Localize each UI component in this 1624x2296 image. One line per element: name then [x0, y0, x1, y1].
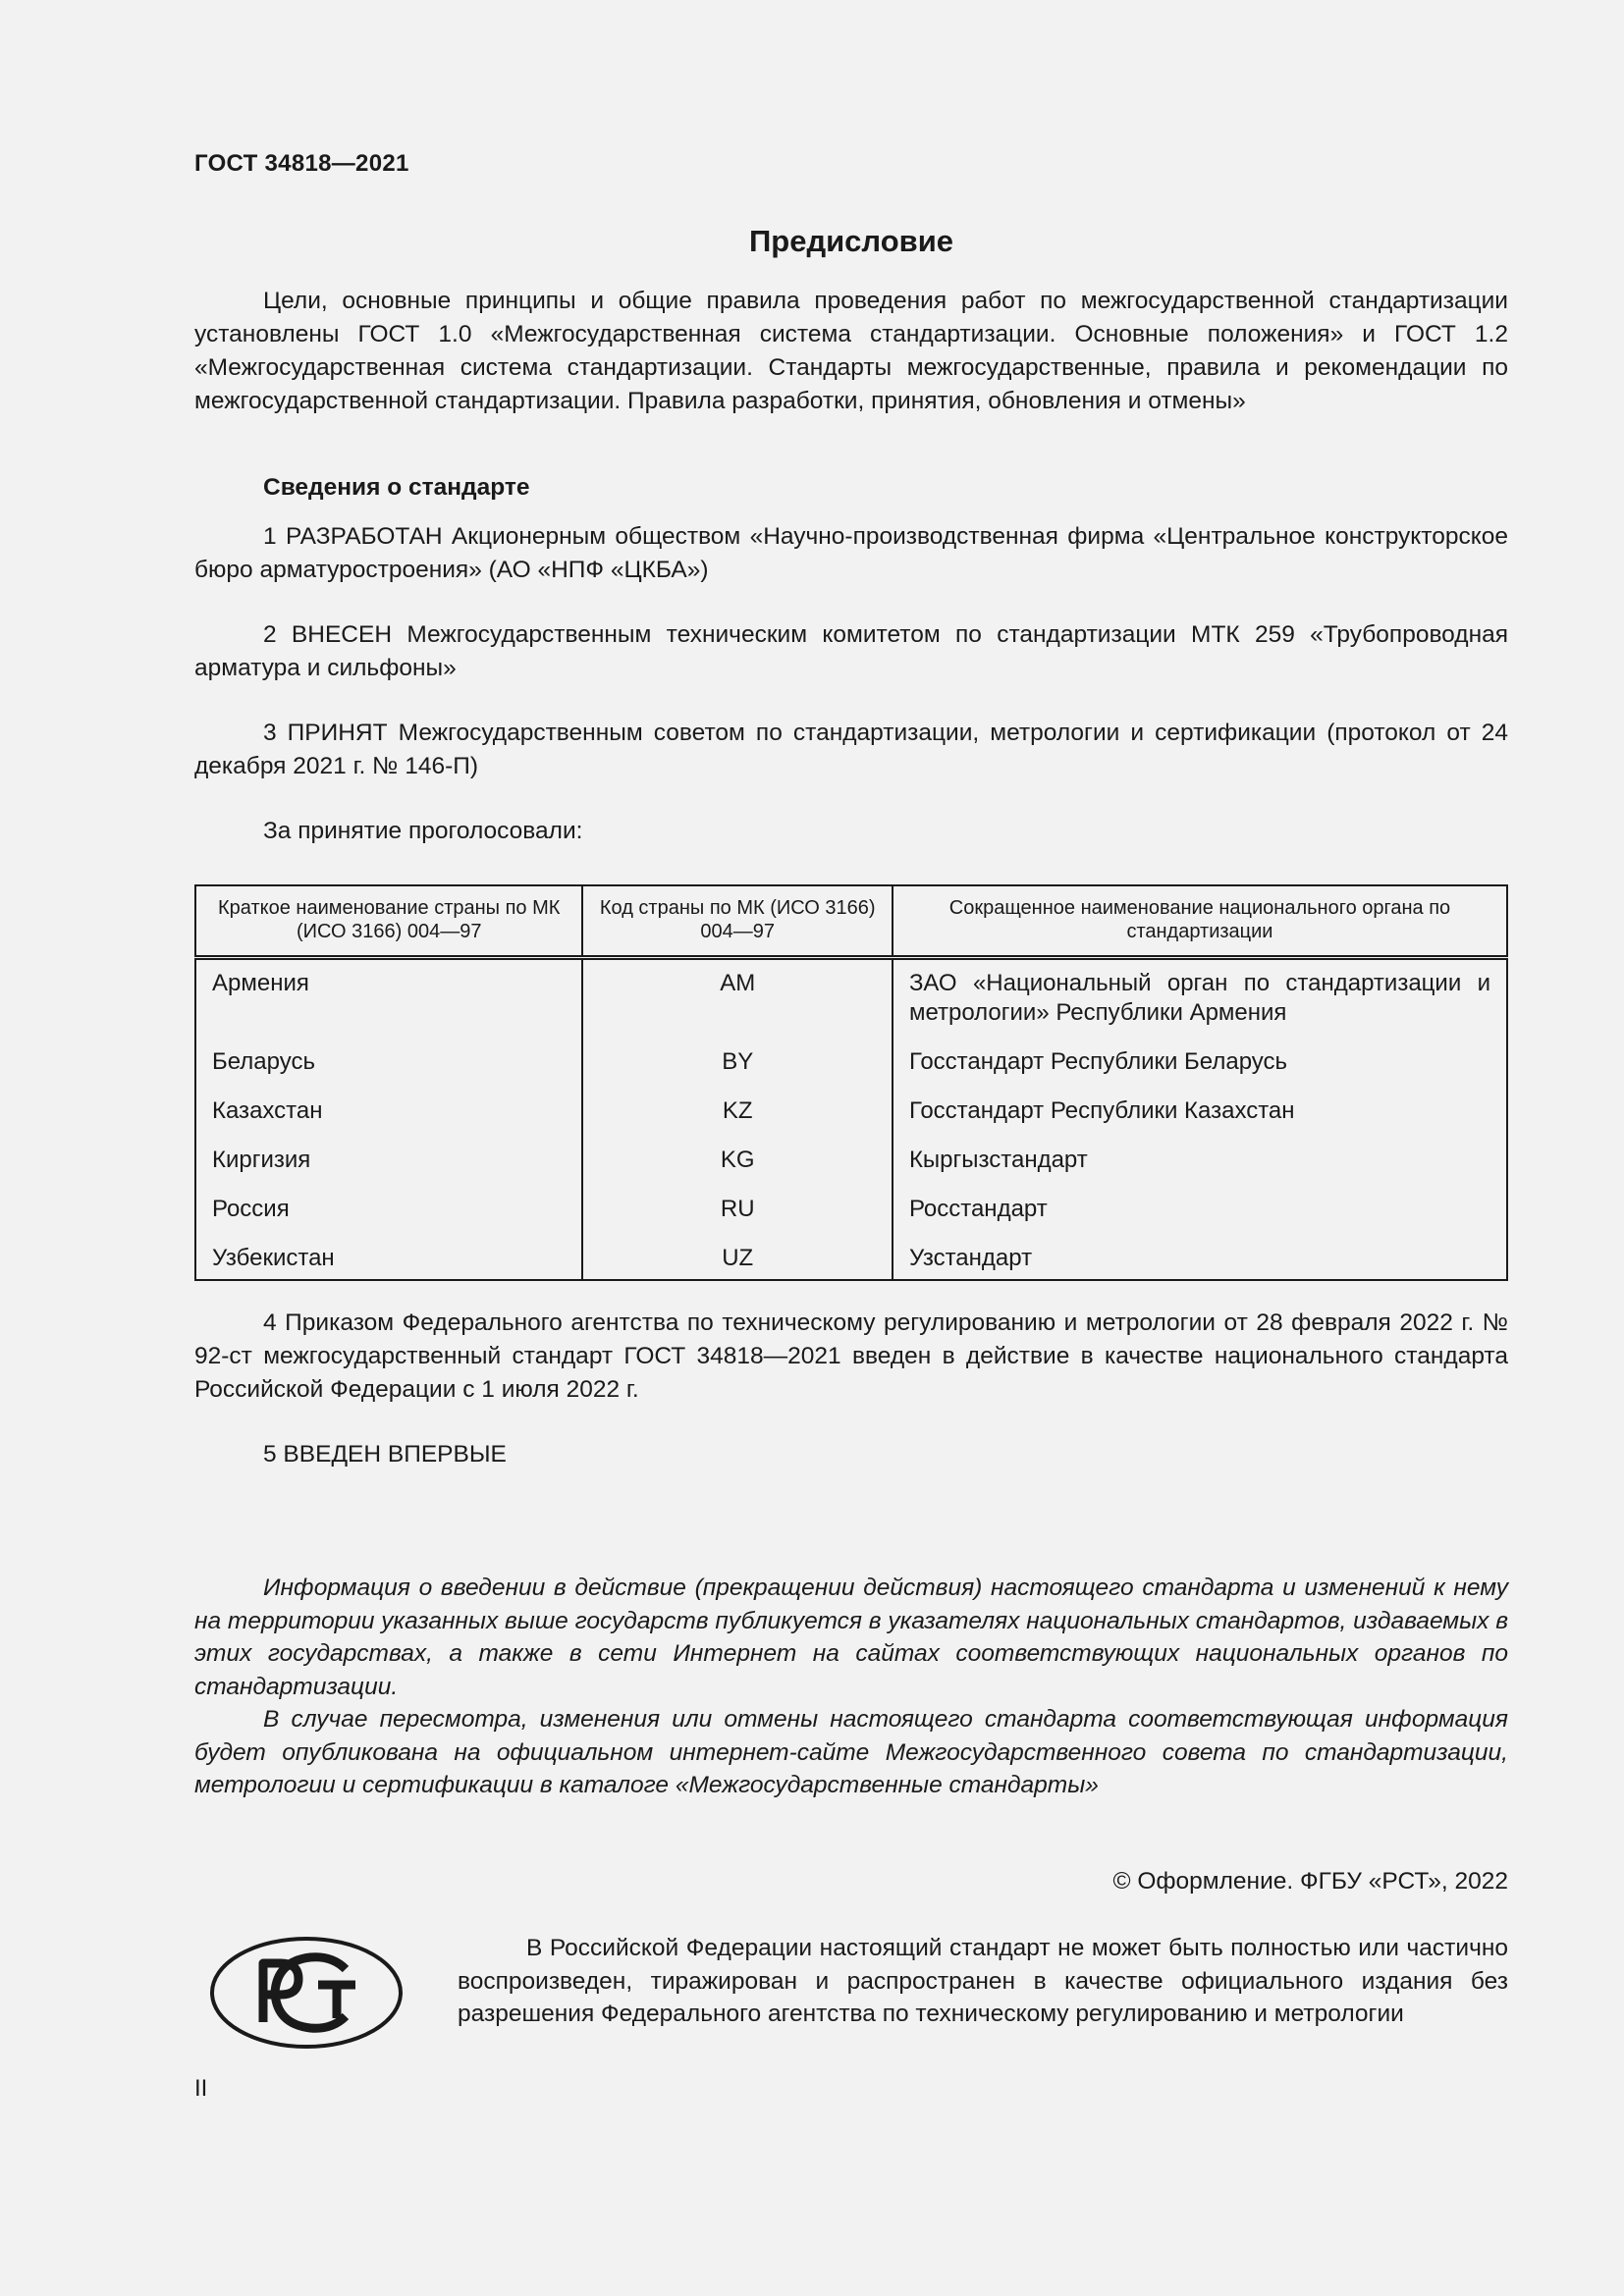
col-header-body: Сокращенное наименование национального органа по стандартизации	[893, 885, 1507, 958]
cell-code: RU	[582, 1175, 892, 1224]
item-first-introduced: 5 ВВЕДЕН ВПЕРВЫЕ	[263, 1441, 507, 1468]
col-header-code: Код страны по МК (ИСО 3166) 004—97	[582, 885, 892, 958]
cell-body: Кыргызстандарт	[893, 1126, 1507, 1175]
rst-logo-icon	[208, 1934, 405, 2052]
cell-code: UZ	[582, 1224, 892, 1280]
notice-paragraph-1: Информация о введении в действие (прекращении действия) настоящего стандарта и изменений к нему на территории указанных выше государств публикуется в указателях национальных стандартов, издаваемых в этих государствах, а также в сети Интернет на сайтах соответствующих национальных органов по стандартизации.	[194, 1575, 1508, 1700]
table-row	[195, 1126, 1507, 1175]
voted-label: За принятие проголосовали:	[263, 818, 583, 844]
cell-code: AM	[582, 958, 892, 1029]
cell-body: Госстандарт Республики Беларусь	[893, 1028, 1507, 1077]
table-row	[195, 1077, 1507, 1126]
notice-paragraph-2: В случае пересмотра, изменения или отмены настоящего стандарта соответствующая информация будет опубликована на официальном интернет-сайте Межгосударственного совета по стандартизации, метрологии и сертификации в каталоге «Межгосударственные стандарты»	[194, 1706, 1508, 1798]
table-row	[195, 958, 1507, 1029]
cell-country: Россия	[195, 1175, 582, 1224]
item-order: 4 Приказом Федерального агентства по техническому регулированию и метрологии от 28 февраля 2022 г. № 92-ст межгосударственный стандарт ГОСТ 34818—2021 введен в действие в качестве национального стандарта Российской Федерации с 1 июля 2022 г.	[194, 1309, 1508, 1403]
rf-reproduction-notice: В Российской Федерации настоящий стандарт не может быть полностью или частично воспроизведен, тиражирован и распространен в качестве официального издания без разрешения Федерального агентства по техническому регулированию и метрологии	[458, 1935, 1508, 2027]
intro-paragraph: Цели, основные принципы и общие правила проведения работ по межгосударственной стандартизации установлены ГОСТ 1.0 «Межгосударственная система стандартизации. Основные положения» и ГОСТ 1.2 «Межгосударственная система стандартизации. Стандарты межгосударственные, правила и рекомендации по межгосударственной стандартизации. Правила разработки, принятия, обновления и отмены»	[194, 288, 1508, 414]
cell-country: Киргизия	[195, 1126, 582, 1175]
member-states-table	[194, 884, 1508, 1281]
cell-country: Казахстан	[195, 1077, 582, 1126]
page-number: II	[194, 2075, 208, 2102]
cell-body: Госстандарт Республики Казахстан	[893, 1077, 1507, 1126]
cell-country: Беларусь	[195, 1028, 582, 1077]
cell-country: Узбекистан	[195, 1224, 582, 1280]
page-title: Предисловие	[748, 224, 953, 258]
info-heading: Сведения о стандарте	[263, 474, 530, 501]
cell-code: KG	[582, 1126, 892, 1175]
table-header-row	[195, 885, 1507, 958]
item-adopted: 3 ПРИНЯТ Межгосударственным советом по стандартизации, метрологии и сертификации (протокол от 24 декабря 2021 г. № 146-П)	[194, 720, 1508, 779]
cell-code: BY	[582, 1028, 892, 1077]
document-page	[194, 0, 1508, 2296]
item-submitted: 2 ВНЕСЕН Межгосударственным техническим комитетом по стандартизации МТК 259 «Трубопроводная арматура и сильфоны»	[194, 621, 1508, 681]
col-header-country: Краткое наименование страны по МК (ИСО 3166) 004—97	[195, 885, 582, 958]
document-code: ГОСТ 34818—2021	[194, 150, 409, 177]
cell-code: KZ	[582, 1077, 892, 1126]
table-row	[195, 1175, 1507, 1224]
table-row	[195, 1028, 1507, 1077]
cell-body: Узстандарт	[893, 1224, 1507, 1280]
cell-body: Росстандарт	[893, 1175, 1507, 1224]
item-developed: 1 РАЗРАБОТАН Акционерным обществом «Научно-производственная фирма «Центральное конструкторское бюро арматуростроения» (АО «НПФ «ЦКБА»)	[194, 523, 1508, 583]
copyright: © Оформление. ФГБУ «РСТ», 2022	[1112, 1868, 1508, 1895]
cell-country: Армения	[195, 958, 582, 1029]
table-row	[195, 1224, 1507, 1280]
cell-body: ЗАО «Национальный орган по стандартизации и метрологии» Республики Армения	[893, 958, 1507, 1029]
